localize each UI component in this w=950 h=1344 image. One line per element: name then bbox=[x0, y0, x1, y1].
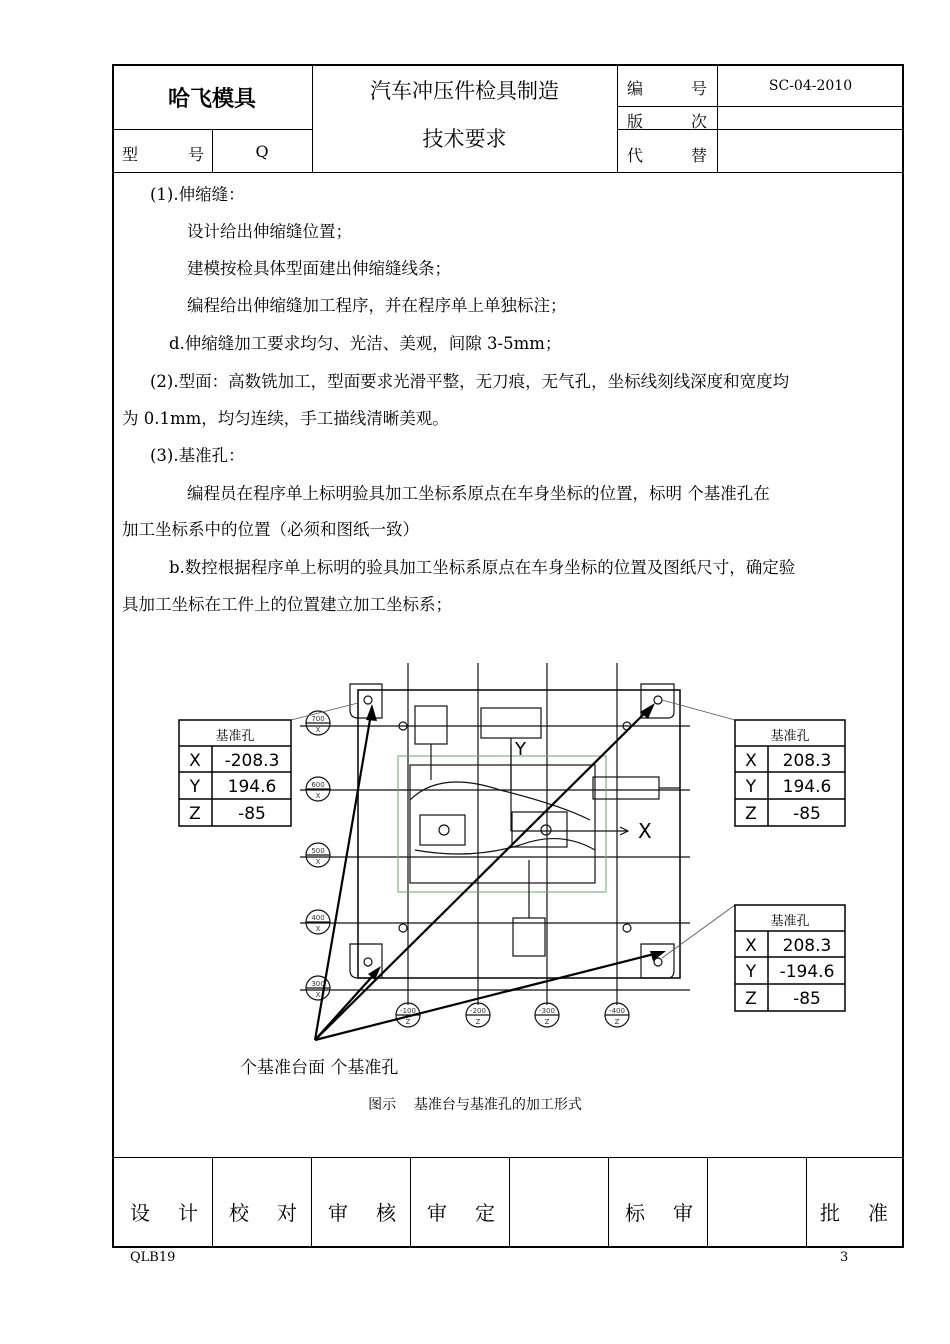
part-contour bbox=[410, 782, 590, 820]
sign-standard-review-label: 标 审 bbox=[625, 1201, 693, 1225]
grid-marker-label: 600 bbox=[311, 781, 325, 789]
grid-marker-letter: Z bbox=[475, 1018, 481, 1026]
x-axis-label: X bbox=[638, 819, 652, 843]
grid-cross bbox=[399, 924, 407, 932]
grid-marker-label: -100 bbox=[400, 1007, 416, 1015]
y-axis-label: Y bbox=[515, 739, 526, 760]
grid-marker-letter: X bbox=[315, 726, 321, 734]
signature-divider bbox=[707, 1157, 708, 1247]
signature-divider bbox=[608, 1157, 609, 1247]
signature-divider bbox=[212, 1157, 213, 1247]
arrowhead bbox=[366, 704, 377, 721]
grid-marker-label: -400 bbox=[609, 1007, 625, 1015]
locator-hole bbox=[541, 825, 551, 835]
figure-caption: 图示 基准台与基准孔的加工形式 bbox=[368, 1097, 582, 1113]
locator-hole bbox=[439, 825, 449, 835]
y-value: -194.6 bbox=[779, 962, 835, 982]
datum-table bbox=[735, 720, 845, 826]
clamp-unit bbox=[415, 706, 447, 744]
row-label-z: Z bbox=[189, 804, 201, 824]
sign-approver-label: 审 定 bbox=[427, 1201, 495, 1225]
sign-reviewer-label: 审 核 bbox=[328, 1201, 396, 1225]
grid-marker-label: -300 bbox=[539, 1007, 555, 1015]
clamp-unit bbox=[513, 918, 545, 956]
x-value: 208.3 bbox=[782, 936, 832, 956]
company-name: 哈飞模具 bbox=[167, 86, 256, 112]
sign-final-approval-label: 批 准 bbox=[820, 1201, 888, 1225]
pointer-arrow bbox=[315, 952, 662, 1040]
grid-marker-letter: Z bbox=[405, 1018, 411, 1026]
form-code: QLB19 bbox=[130, 1250, 176, 1265]
section-surface-heading: (2).型面：高数铣加工，型面要求光滑平整，无刀痕，无气孔，坐标线刻线深度和宽度均 bbox=[150, 372, 790, 391]
grid-marker-letter: Z bbox=[544, 1018, 550, 1026]
grid-marker-label: 500 bbox=[311, 847, 325, 855]
grid-marker-letter: X bbox=[315, 858, 321, 866]
replace-label: 代 替 bbox=[627, 146, 707, 165]
body-line: 具加工坐标在工件上的位置建立加工坐标系； bbox=[122, 595, 452, 614]
datum-hole bbox=[364, 696, 372, 704]
leader-line bbox=[662, 700, 735, 720]
signature-divider bbox=[509, 1157, 510, 1247]
y-value: 194.6 bbox=[782, 777, 832, 797]
signature-divider bbox=[311, 1157, 312, 1247]
grid-marker-letter: X bbox=[315, 925, 321, 933]
body-line: 编程给出伸缩缝加工程序，并在程序单上单独标注； bbox=[187, 296, 567, 315]
doc-title-line1: 汽车冲压件检具制造 bbox=[370, 79, 559, 103]
row-label-x: X bbox=[189, 751, 201, 771]
clamp-unit bbox=[593, 777, 659, 799]
row-label-y: Y bbox=[745, 777, 757, 797]
datum-hole bbox=[364, 958, 372, 966]
model-label: 型 号 bbox=[122, 145, 204, 164]
grid-cross bbox=[623, 924, 631, 932]
sign-checker-label: 校 对 bbox=[229, 1201, 297, 1225]
row-label-x: X bbox=[745, 936, 757, 956]
x-value: -208.3 bbox=[224, 751, 280, 771]
section-expansion-joint-heading: (1).伸缩缝： bbox=[150, 185, 245, 204]
grid-marker-label: -200 bbox=[470, 1007, 486, 1015]
leader-line bbox=[662, 905, 735, 958]
row-label-z: Z bbox=[745, 804, 757, 824]
datum-block bbox=[641, 944, 674, 978]
z-value: -85 bbox=[238, 804, 266, 824]
datum-table-header: 基准孔 bbox=[215, 729, 255, 744]
grid-marker-label: 700 bbox=[311, 715, 325, 723]
grid-marker-label: 300 bbox=[311, 980, 325, 988]
grid-marker-letter: Z bbox=[614, 1018, 620, 1026]
body-line: d.伸缩缝加工要求均匀、光洁、美观，间隙 3-5mm； bbox=[169, 334, 562, 353]
row-label-y: Y bbox=[745, 962, 757, 982]
z-value: -85 bbox=[793, 804, 821, 824]
datum-table bbox=[735, 905, 845, 1011]
grid-marker-label: 400 bbox=[311, 914, 325, 922]
signature-block-border bbox=[112, 1157, 904, 1158]
datum-block bbox=[350, 684, 382, 718]
base-plate bbox=[358, 690, 680, 978]
body-line: 为 0.1mm，均匀连续，手工描线清晰美观。 bbox=[122, 409, 449, 428]
figure-annotation: 个基准台面 个基准孔 bbox=[240, 1058, 399, 1078]
sign-designer-label: 设 计 bbox=[130, 1201, 198, 1225]
part-outline bbox=[398, 756, 606, 892]
datum-table-header: 基准孔 bbox=[770, 914, 810, 929]
clamp-pad bbox=[420, 815, 465, 845]
clamp-unit bbox=[481, 708, 541, 738]
row-label-x: X bbox=[745, 751, 757, 771]
datum-table-header: 基准孔 bbox=[770, 729, 810, 744]
version-label: 版 次 bbox=[627, 112, 707, 131]
z-value: -85 bbox=[793, 989, 821, 1009]
signature-divider bbox=[806, 1157, 807, 1247]
doc-title-line2: 技术要求 bbox=[422, 127, 507, 151]
y-value: 194.6 bbox=[227, 777, 277, 797]
x-value: 208.3 bbox=[782, 751, 832, 771]
body-line: b.数控根据程序单上标明的验具加工坐标系原点在车身坐标的位置及图纸尺寸，确定验 bbox=[169, 558, 796, 577]
section-datum-hole-heading: (3).基准孔： bbox=[150, 446, 245, 465]
body-line: 设计给出伸缩缝位置； bbox=[187, 222, 352, 241]
body-line: 建模按检具体型面建出伸缩缝线条； bbox=[187, 259, 451, 278]
row-label-y: Y bbox=[189, 777, 201, 797]
body-line: 编程员在程序单上标明验具加工坐标系原点在车身坐标的位置，标明 个基准孔在 bbox=[187, 484, 770, 503]
signature-divider bbox=[410, 1157, 411, 1247]
doc-no-label: 编 号 bbox=[627, 79, 707, 98]
datum-table bbox=[179, 720, 291, 826]
arrowhead bbox=[650, 951, 666, 961]
page-number: 3 bbox=[840, 1250, 849, 1265]
row-label-z: Z bbox=[745, 989, 757, 1009]
model-value: Q bbox=[255, 141, 269, 161]
datum-hole bbox=[654, 696, 662, 704]
doc-no-value: SC-04-2010 bbox=[768, 78, 853, 94]
body-line: 加工坐标系中的位置（必须和图纸一致） bbox=[122, 520, 419, 539]
grid-marker-letter: X bbox=[315, 991, 321, 999]
grid-marker-letter: X bbox=[315, 792, 321, 800]
